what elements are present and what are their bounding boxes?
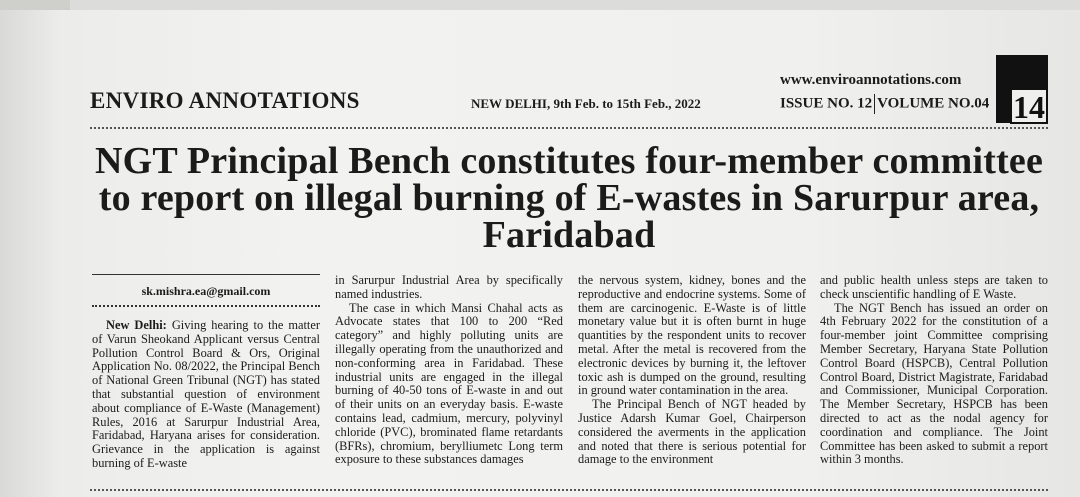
lead-in: New Delhi: [106,318,167,332]
dateline: NEW DELHI, 9th Feb. to 15th Feb., 2022 [471,96,701,111]
byline-rule-top [92,274,320,275]
column-4-paragraph-1: and public health unless steps are taken to check unscientific handling of E Waste. [820,273,1048,301]
website-url: www.enviroannotations.com [780,72,962,88]
issue-volume [780,94,989,114]
issue-divider [874,94,875,114]
article-column-2 [335,274,563,467]
header-rule [90,127,1048,129]
article-column-1 [92,319,320,471]
column-3-paragraph-2: The Principal Bench of NGT headed by Justice Adarsh Kumar Goel, Chairperson considered the averments in the application and noted that there is serious potential for damage to the environment [578,397,806,467]
footer-rule [90,489,1048,491]
column-2-paragraph-1: in Sarurpur Industrial Area by specifically named industries. [335,273,563,301]
article-headline: NGT Principal Bench constitutes four-member committee to report on illegal burning of E-wastes in Sarurpur area, Faridabad [94,140,1044,256]
column-4-paragraph-2: The NGT Bench has issued an order on 4th February 2022 for the constitution of a four-member joint Committee comprising Member Secretary, Haryana State Pollution Control Board (HSPCB), Central Pollution Control Board, District Magistrate, Faridabad and Commissioner, Municipal Corporation. The Member Secretary, HSPCB has been directed to act as the nodal agency for coordination and compliance. The Joint Committee has been asked to submit a report within 3 months. [820,300,1048,467]
volume-number: VOLUME NO.04 [877,95,990,112]
masthead: ENVIRO ANNOTATIONS [90,88,360,113]
issue-number: ISSUE NO. 12 [780,95,873,112]
page-number: 14 [1010,88,1048,124]
article-column-4 [820,274,1048,467]
column-2-paragraph-2: The case in which Mansi Chahal acts as Advocate states that 100 to 200 “Red category” and highly polluting units are illegally operating from the unauthorized and non-conforming area in Faridabad. These industrial units are engaged in the illegal burning of 40-50 tons of E-waste in and out of their units on an everyday basis. E-waste contains lead, cadmium, mercury, polyvinyl chloride (PVC), brominated flame retardants (BFRs), chromium, berylliumetc Long term exposure to these substances damages [335,300,563,467]
column-1-text: Giving hearing to the matter of Varun Sheokand Applicant versus Central Pollution Control Board & Ors, Original Application No. 08/2022, the Principal Bench of National Green Tribunal (NGT) has stated that substantial question of environment about compliance of E-Waste (Management) Rules, 2016 at Sarurpur Industrial Area, Faridabad, Haryana arises for consideration. Grievance in the application is against burning of E-waste [92,318,321,470]
article-column-3 [578,274,806,467]
byline-rule-bottom [92,305,320,307]
byline-email: sk.mishra.ea@gmail.com [141,284,271,298]
page-corner-shadow [0,0,70,10]
column-3-paragraph-1: the nervous system, kidney, bones and the reproductive and endocrine systems. Some of them are carcinogenic. E-Waste is of little monetary value but it is often burnt in huge quantities by the respondent units to recover metal. After the metal is recovered from the electronic devices by burning it, the leftover toxic ash is dumped on the ground, resulting in ground water contamination in the area. [578,273,806,398]
page-top-edge [0,0,1080,10]
